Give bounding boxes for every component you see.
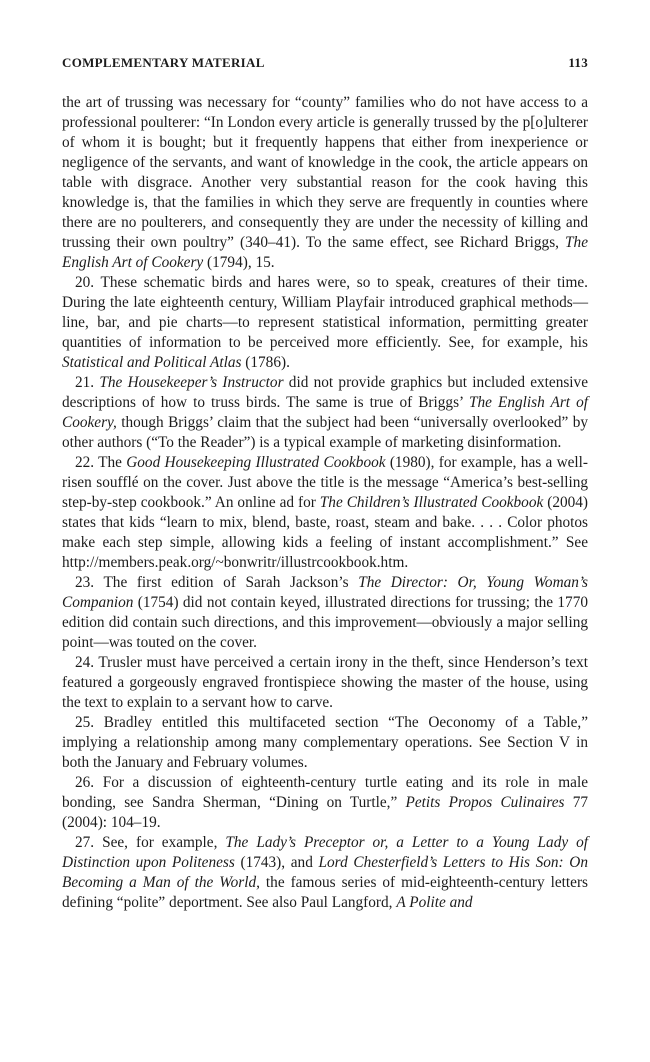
text-run: 27. See, for example, [75,834,226,851]
text-run: the famous series of mid-eighteenth-century letters defining “polite” deportment. See also Paul Langford, [62,874,588,911]
note-22 [62,453,588,573]
note-25 [62,713,588,773]
note-continuation [62,93,588,273]
book-title: A Polite and [396,894,473,911]
page-number: 113 [568,55,588,70]
text-run: (1786). [241,354,290,371]
text-run: (1754) did not contain keyed, illustrated directions for trussing; the 1770 edition did contain such directions, and this improvement—obviously a major selling point—was touted on the cover. [62,594,588,651]
note-23 [62,573,588,653]
note-26 [62,773,588,833]
book-title: The English Art of Cookery [62,234,588,271]
text-run: did not provide graphics but included extensive descriptions of how to truss birds. The same is true of Briggs’ [62,374,588,411]
running-title: COMPLEMENTARY MATERIAL [62,55,265,70]
text-run: 24. Trusler must have perceived a certain irony in the theft, since Henderson’s text featured a gorgeously engraved frontispiece showing the master of the house, using the text to explain to a servant how to carve. [62,654,588,711]
book-title: Statistical and Political Atlas [62,354,242,371]
book-title: The Director: Or, Young Woman’s Companion [62,574,588,611]
text-run: (2004) states that kids “learn to mix, blend, baste, roast, steam and bake. . . . Color photos make each step simple, allowing kids a feeling of instant accomplishment.” See http://members.peak.org/~bonwritr/illustrcookbook.htm. [62,494,589,571]
text-run: 20. These schematic birds and hares were, so to speak, creatures of their time. During the late eighteenth century, William Playfair introduced graphical methods—line, bar, and pie charts—to represent statistical information, permitting greater quantities of information to be perceived more efficiently. See, for example, his [62,274,588,351]
text-run: 25. Bradley entitled this multifaceted section “The Oeconomy of a Table,” implying a relationship among many complementary operations. See Section V in both the January and February volumes. [62,714,588,771]
text-run: 22. The [75,454,127,471]
text-run: though Briggs’ claim that the subject had been “universally overlooked” by other authors (“To the Reader”) is a typical example of marketing disinformation. [62,414,588,451]
note-24 [62,653,588,713]
book-title: The Housekeeper’s Instructor [99,374,284,391]
running-header [62,55,588,71]
text-run: (1794), 15. [203,254,275,271]
text-run: (1980), for example, has a well-risen soufflé on the cover. Just above the title is the message “America’s best-selling step-by-step cookbook.” An online ad for [62,454,589,511]
text-run: 77 (2004): 104–19. [62,794,589,831]
book-title: Petits Propos Culinaires [405,794,565,811]
book-title: The Children’s Illustrated Cookbook [319,494,544,511]
notes-body [62,93,588,913]
text-run: (1743), and [234,854,319,871]
note-20 [62,273,588,373]
book-title: Good Housekeeping Illustrated Cookbook [126,454,386,471]
book-title: The English Art of Cookery, [62,394,588,431]
note-27 [62,833,588,913]
book-title: Lord Chesterfield’s Letters to His Son: On Becoming a Man of the World, [62,854,588,891]
text-run: 26. For a discussion of eighteenth-century turtle eating and its role in male bonding, see Sandra Sherman, “Dining on Turtle,” [62,774,588,811]
book-title: The Lady’s Preceptor or, a Letter to a Young Lady of Distinction upon Politeness [62,834,588,871]
text-run: 23. The first edition of Sarah Jackson’s [75,574,359,591]
text-run: 21. [75,374,100,391]
note-21 [62,373,588,453]
text-run: the art of trussing was necessary for “county” families who do not have access to a professional poulterer: “In London every article is generally trussed by the p[o]ulterer of whom it is bought; but it frequently happens that either from inexperience or negligence of the servants, and want of knowledge in the cook, the article appears on table with disgrace. Another very substantial reason for the cook having this knowledge is, that the families in which they serve are frequently in counties where there are no poulterers, and consequently they are under the necessity of killing and trussing their own poultry” (340–41). To the same effect, see Richard Briggs, [62,94,588,251]
